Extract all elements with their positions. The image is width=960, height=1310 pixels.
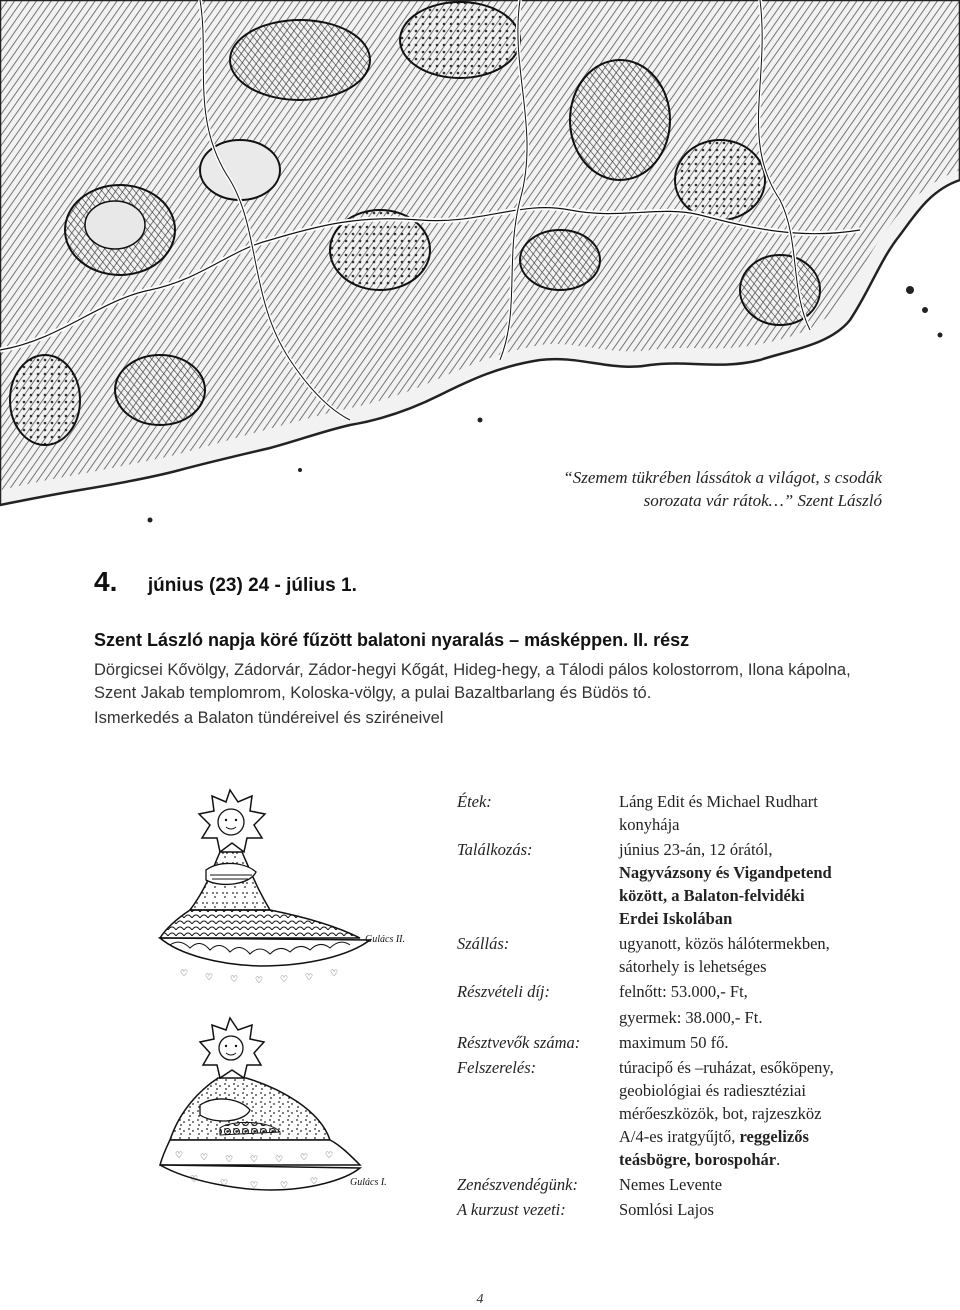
svg-text:♡: ♡: [200, 1152, 209, 1162]
info-label-equipment: Felszerelés:: [457, 1058, 537, 1077]
equipment-line-1: túracipő és –ruházat, esőköpeny,: [619, 1058, 834, 1077]
svg-text:♡: ♡: [175, 1150, 184, 1160]
food-line-2: konyhája: [619, 815, 680, 834]
svg-text:♡: ♡: [280, 974, 289, 984]
info-row-accommodation: [457, 932, 897, 978]
svg-text:♡: ♡: [280, 1180, 289, 1190]
quote-line-2: sorozata vár rátok…” Szent László: [643, 491, 882, 510]
svg-text:♡: ♡: [230, 974, 239, 984]
info-value-food: [619, 790, 897, 836]
equipment-line-4-bold: reggelizős: [739, 1127, 809, 1146]
info-label-accommodation: Szállás:: [457, 934, 510, 953]
info-value-leader: Somlósi Lajos: [619, 1200, 714, 1219]
meeting-line-1: június 23-án, 12 órától,: [619, 840, 773, 859]
info-value-accommodation: [619, 932, 897, 978]
svg-text:♡: ♡: [205, 972, 214, 982]
info-row-food: [457, 790, 897, 836]
fee-child: gyermek: 38.000,- Ft.: [619, 1008, 763, 1027]
course-subtitle: Szent László napja köré fűzött balatoni nyaralás – másképpen. II. rész: [94, 630, 690, 650]
equipment-line-5: [619, 1148, 897, 1171]
svg-text:♡: ♡: [330, 968, 339, 978]
course-intro: Ismerkedés a Balaton tündéreivel és sziréneivel: [94, 709, 444, 727]
svg-text:♡: ♡: [250, 1180, 259, 1190]
svg-text:♡: ♡: [325, 1150, 334, 1160]
info-value-fee: [619, 980, 897, 1029]
course-info-table: [457, 790, 897, 1221]
svg-text:♡: ♡: [300, 1152, 309, 1162]
accommodation-line-2: sátorhely is lehetséges: [619, 957, 767, 976]
info-row-musician: [457, 1173, 897, 1196]
svg-text:♡: ♡: [310, 1176, 319, 1186]
signature-top: Gulács II.: [365, 934, 405, 945]
equipment-line-5-tail: .: [776, 1150, 781, 1169]
svg-text:♡: ♡: [275, 1154, 284, 1164]
quote-line-1: “Szemem tükrében lássátok a világot, s csodák: [563, 468, 882, 487]
info-label-musician: Zenészvendégünk:: [457, 1175, 578, 1194]
info-row-equipment: [457, 1056, 897, 1171]
svg-text:♡: ♡: [255, 975, 264, 985]
info-value-equipment: [619, 1056, 897, 1171]
svg-text:♡: ♡: [250, 1154, 259, 1164]
equipment-line-2: geobiológiai és radiesztéziai: [619, 1081, 806, 1100]
info-value-musician: Nemes Levente: [619, 1175, 723, 1194]
equipment-line-3: mérőeszközök, bot, rajzeszköz: [619, 1104, 822, 1123]
info-row-leader: [457, 1198, 897, 1221]
svg-text:♡: ♡: [220, 1178, 229, 1188]
info-value-meeting: [619, 838, 897, 930]
course-number: 4.: [94, 566, 118, 597]
info-value-participants: maximum 50 fő.: [619, 1033, 729, 1052]
info-row-meeting: [457, 838, 897, 930]
equipment-line-4: [619, 1125, 897, 1148]
fairy-illustration-top: [160, 780, 405, 985]
fee-adult: felnőtt: 53.000,- Ft,: [619, 982, 748, 1001]
map-illustration: [0, 0, 960, 530]
info-label-participants: Résztvevők száma:: [457, 1033, 581, 1052]
course-header: [94, 566, 357, 598]
svg-text:♡: ♡: [225, 1154, 234, 1164]
info-label-food: Étek:: [457, 792, 492, 811]
meeting-place-line-3: Erdei Iskolában: [619, 909, 733, 928]
fairy-illustration-bottom: [160, 1010, 400, 1210]
course-places: Dörgicsei Kővölgy, Zádorvár, Zádor-hegyi Kőgát, Hideg-hegy, a Tálodi pálos kolostorrom, Ilona kápolna, Szent Jakab templomrom, Koloska-völgy, a pulai Bazaltbarlang és Büdös tó.: [94, 661, 851, 702]
info-row-fee: [457, 980, 897, 1029]
motto-quote: [462, 466, 882, 512]
info-row-participants: [457, 1031, 897, 1054]
meeting-place-line-2: között, a Balaton-felvidéki: [619, 886, 805, 905]
food-line-1: Láng Edit és Michael Rudhart: [619, 792, 818, 811]
page-number: 4: [476, 1292, 484, 1307]
equipment-line-5-bold: teásbögre, borospohár: [619, 1150, 777, 1169]
equipment-line-4-prefix: A/4-es iratgyűjtő,: [619, 1127, 740, 1146]
info-label-leader: A kurzust vezeti:: [457, 1200, 566, 1219]
svg-text:♡: ♡: [305, 972, 314, 982]
svg-text:♡: ♡: [180, 968, 189, 978]
signature-bottom: Gulács I.: [350, 1177, 387, 1188]
course-dates: június (23) 24 - július 1.: [147, 575, 357, 596]
accommodation-line-1: ugyanott, közös hálótermekben,: [619, 934, 830, 953]
info-label-meeting: Találkozás:: [457, 840, 533, 859]
info-label-fee: Részvételi díj:: [457, 982, 551, 1001]
meeting-place-line-1: Nagyvázsony és Vigandpetend: [619, 863, 832, 882]
svg-text:♡: ♡: [190, 1174, 199, 1184]
